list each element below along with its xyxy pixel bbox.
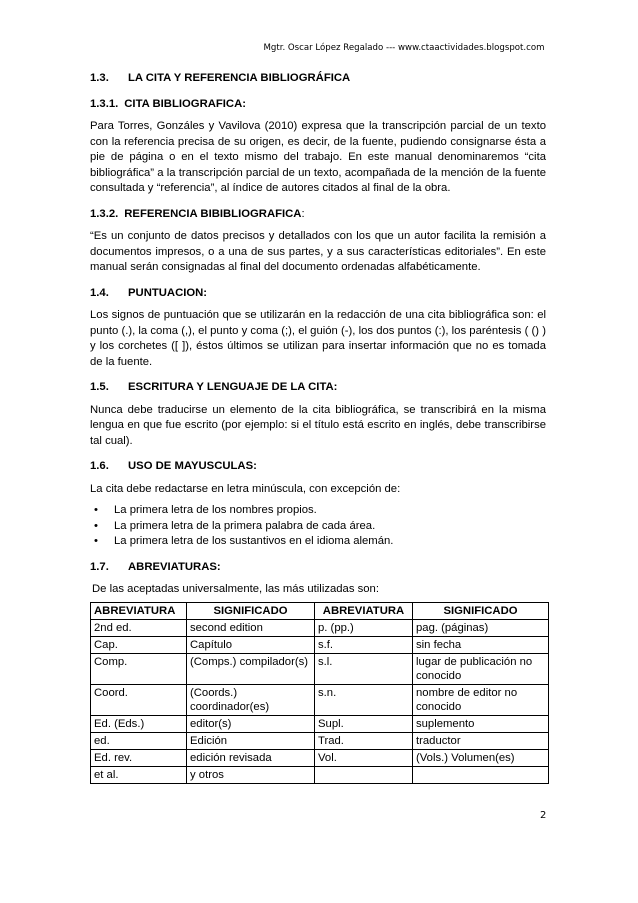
section-number: 1.6. [90,460,109,472]
table-row [91,715,549,732]
table-cell: Ed. rev. [91,749,187,766]
section-colon: : [301,207,305,220]
table-row [91,732,549,749]
list-item: • La primera letra de los sustantivos en el idioma alemán. [90,534,546,550]
table-row [91,653,549,684]
document-body [90,71,546,784]
section-title: USO DE MAYUSCULAS: [128,460,257,472]
table-cell: Capítulo [187,636,315,653]
section-title: ABREVIATURAS: [128,560,221,573]
table-cell: p. (pp.) [315,619,413,636]
table-row [91,766,549,783]
table-cell: y otros [187,766,315,783]
table-cell: Supl. [315,715,413,732]
section-number: 1.5. [90,381,109,393]
paragraph: De las aceptadas universalmente, las más utilizadas son: [92,583,379,595]
paragraph: Los signos de puntuación que se utilizarán en la redacción de una cita bibliográfica son: el punto (.), la coma (,), el punto y coma (;), el guión (-), los dos puntos (:), los paréntesis ( () ) y los corchetes ([ ]), éstos últimos se utilizan para insertar información que no es tomada de la fuente. [90,309,546,368]
section-title: LA CITA Y REFERENCIA BIBLIOGRÁFICA [128,72,351,84]
bullet-icon: • [94,535,98,547]
paragraph: Para Torres, Gonzáles y Vavilova (2010) expresa que la transcripción parcial de un texto con la referencia precisa de su origen, es decir, de la fuente, pudiendo consignarse ésta a pie de página o en el texto mismo del trabajo. En este manual denominaremos “cita bibliográfica” a la transcripción parcial de un texto, acompañada de la mención de la fuente consultada y “referencia”, al índice de autores citados al final de la obra. [90,120,546,194]
bullet-icon: • [94,519,98,532]
table-cell: Trad. [315,732,413,749]
section-title: PUNTUACION: [128,286,208,299]
table-row [91,749,549,766]
table-cell: editor(s) [187,715,315,732]
table-cell: Ed. (Eds.) [91,715,187,732]
column-header: SIGNIFICADO [187,602,315,619]
section-heading-1-3-2 [90,207,546,223]
table-cell: s.f. [315,636,413,653]
section-heading-1-7 [90,560,546,576]
table-cell: traductor [413,732,549,749]
table-cell [315,766,413,783]
paragraph: La cita debe redactarse en letra minúscula, con excepción de: [90,482,401,495]
section-number: 1.3.2. [90,207,119,220]
table-cell: 2nd ed. [91,619,187,636]
section-number: 1.3. [90,72,109,84]
section-heading-1-6 [90,459,546,475]
table-cell: sin fecha [413,636,549,653]
paragraph: Nunca debe traducirse un elemento de la cita bibliográfica, se transcribirá en la misma lengua en que fue escrito (por ejemplo: si el título está escrito en inglés, debe transcribirse tal cual). [90,403,546,447]
table-cell: Vol. [315,749,413,766]
column-header: ABREVIATURA [91,602,187,619]
table-cell: (Coords.) coordinador(es) [187,684,315,715]
section-heading-1-3-1 [90,97,546,113]
column-header: SIGNIFICADO [413,602,549,619]
section-title: ESCRITURA Y LENGUAJE DE LA CITA: [128,381,338,393]
section-heading-1-4 [90,286,546,302]
section-number: 1.3.1. [90,97,119,110]
paragraph: “Es un conjunto de datos precisos y detallados con los que un autor facilita la remisión a documentos impresos, o a una de sus partes, y a sus características editoriales”. En este manual serán consignadas al final del documento ordenadas alfabéticamente. [90,230,546,273]
table-cell: (Vols.) Volumen(es) [413,749,549,766]
table-cell: nombre de editor no conocido [413,684,549,715]
table-cell: pag. (páginas) [413,619,549,636]
bullet-icon: • [94,504,98,516]
table-cell: Cap. [91,636,187,653]
section-heading-1-3 [90,71,546,87]
table-cell: second edition [187,619,315,636]
page-header: Mgtr. Oscar López Regalado --- www.ctaactividades.blogspot.com [263,43,545,53]
table-row [91,636,549,653]
bullet-list [90,503,546,550]
section-number: 1.4. [90,286,109,299]
table-cell: s.l. [315,653,413,684]
table-cell: Edición [187,732,315,749]
section-title: REFERENCIA BIBIBLIOGRAFICA [124,207,302,220]
list-item: • La primera letra de la primera palabra de cada área. [90,519,546,535]
section-heading-1-5 [90,380,546,396]
table-cell: Coord. [91,684,187,715]
section-number: 1.7. [90,560,109,573]
table-cell: edición revisada [187,749,315,766]
table-row [91,619,549,636]
page-number: 2 [540,810,547,821]
abbreviations-table [90,602,549,784]
table-cell: ed. [91,732,187,749]
table-cell: suplemento [413,715,549,732]
section-title: CITA BIBLIOGRAFICA: [124,97,247,110]
table-cell: lugar de publicación no conocido [413,653,549,684]
table-cell: et al. [91,766,187,783]
list-item: • La primera letra de los nombres propios. [90,503,546,519]
table-cell: Comp. [91,653,187,684]
column-header: ABREVIATURA [315,602,413,619]
table-cell [413,766,549,783]
table-cell: (Comps.) compilador(s) [187,653,315,684]
table-cell: s.n. [315,684,413,715]
table-header-row [91,602,549,619]
table-row [91,684,549,715]
